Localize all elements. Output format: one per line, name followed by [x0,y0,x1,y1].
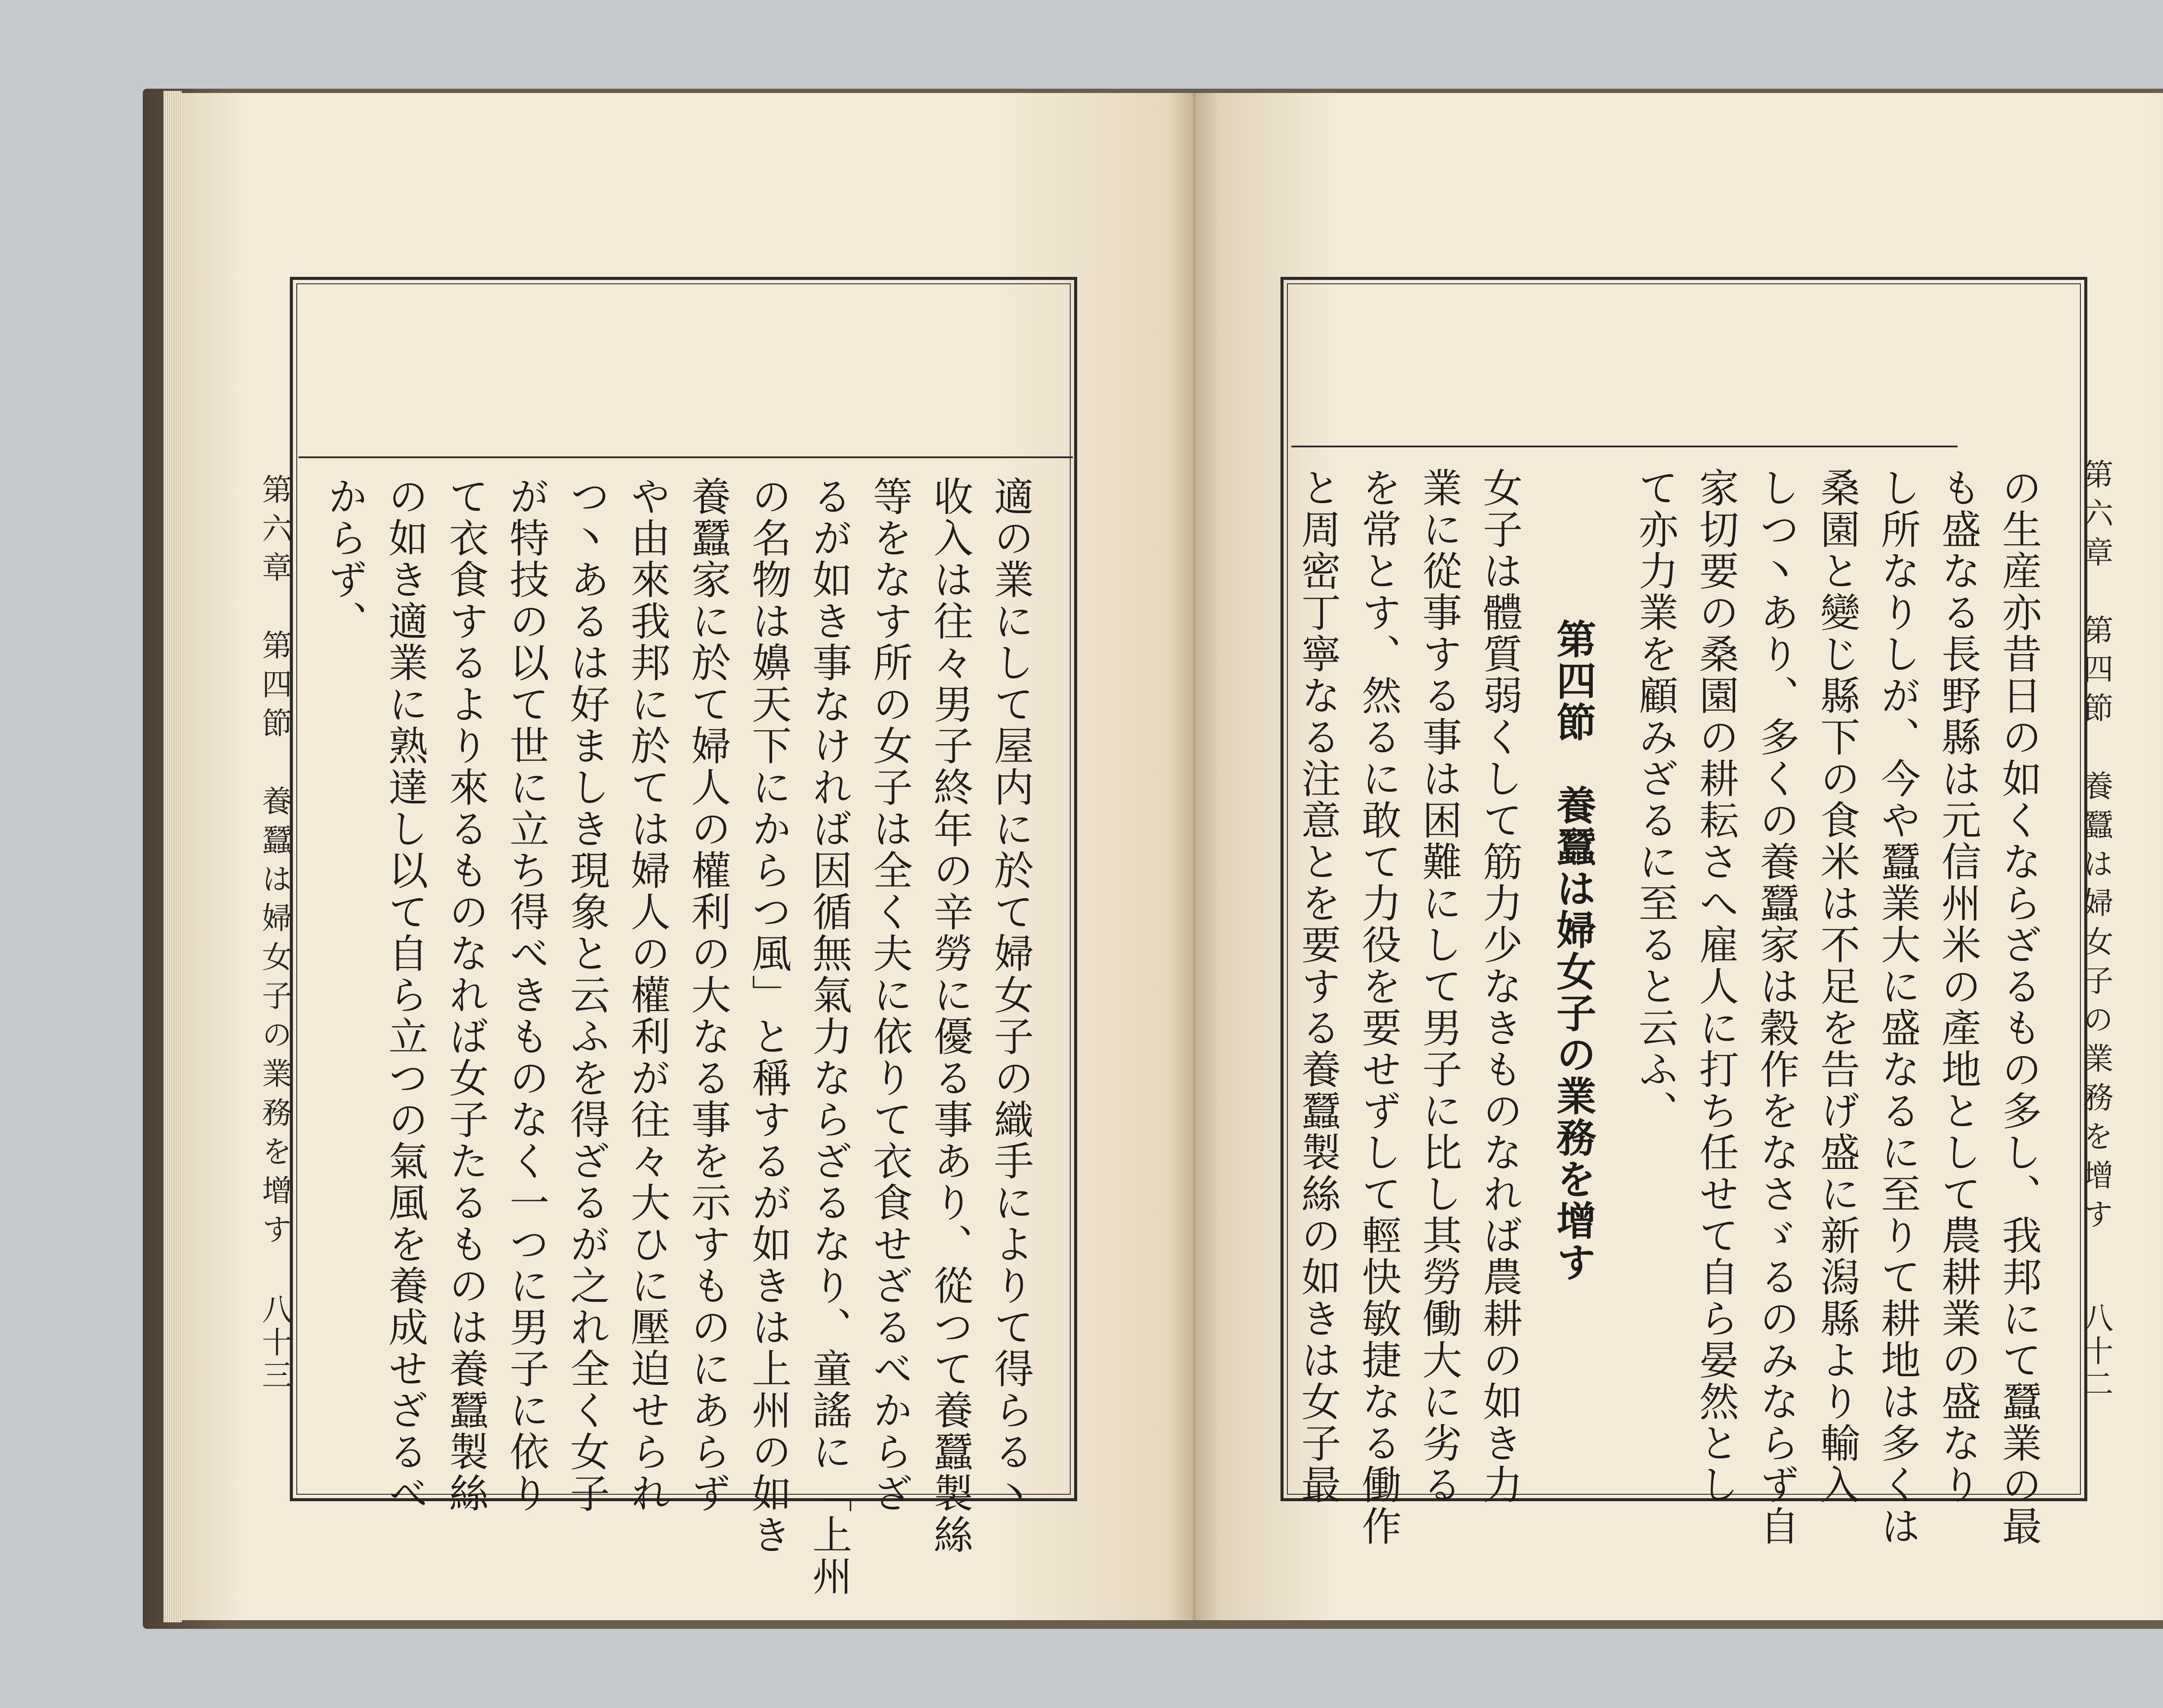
left-folio: 八十三 [257,1294,292,1392]
left-line-12: からず、 [321,476,368,642]
right-folio: 八十二 [2078,1302,2114,1401]
right-line-3: し所なりしが、今や蠶業大に盛なるに至りて耕地は多くは [1874,467,1921,1547]
right-line-7: て亦力業を顧みざるに至ると云ふ、 [1632,467,1678,1132]
section-heading: 第四節 養蠶は婦女子の業務を增す [1550,619,1596,1283]
left-page-edges [164,91,182,1622]
book-gutter [1168,93,1220,1620]
left-line-1: 適の業にして屋内に於て婦女子の織手によりて得らる丶 [988,476,1034,1514]
left-line-5: の名物は嬶天下にからつ風」と稱するが如きは上州の如き [745,476,792,1556]
right-line-2: も盛なる長野縣は元信州米の產地として農耕業の盛なり [1935,467,1981,1506]
right-line-4: 桑園と變じ縣下の食米は不足を告げ盛に新潟縣より輸入 [1814,467,1860,1506]
right-running-head: 第六章 第四節 養蠶は婦女子の業務を增す [2078,459,2114,1237]
right-frame-head-rule [1291,446,1958,447]
right-line-1: の生産亦昔日の如くならざるもの多し、我邦にて蠶業の最 [1996,467,2042,1547]
left-line-3: 等をなす所の女子は全く夫に依りて衣食せざるべからざ [866,476,913,1514]
right-line-5: しつ丶あり、多くの養蠶家は穀作をなさゞるのみならず自 [1753,467,1800,1547]
right-body-line-2: 業に從事する事は困難にして男子に比し其勞働大に劣る [1416,467,1462,1506]
left-line-10: て衣食するより來るものなれば女子たるものは養蠶製絲 [443,476,489,1514]
right-body-line-3: を常とす、然るに敢て力役を要せずして輕快敏捷なる働作 [1355,467,1402,1547]
left-frame-head-rule [298,456,1073,458]
left-line-7: や由來我邦に於ては婦人の權利が往々大ひに壓迫せられ [624,476,671,1514]
right-line-6: 家切要の桑園の耕耘さへ雇人に打ち任せて自ら晏然とし [1693,467,1739,1506]
right-body-line-4: と周密丁寧なる注意とを要する養蠶製絲の如きは女子最 [1295,467,1341,1506]
left-line-4: るが如き事なければ因循無氣力ならざるなり、童謠に「上州 [806,476,852,1597]
left-line-8: つ丶あるは好ましき現象と云ふを得ざるが之れ全く女子 [564,476,610,1514]
left-line-2: 收入は往々男子終年の辛勞に優る事あり、從つて養蠶製絲 [927,476,973,1556]
left-line-9: が特技の以て世に立ち得べきものなく一つに男子に依り [503,476,549,1514]
left-line-6: 養蠶家に於て婦人の權利の大なる事を示すものにあらず [685,476,731,1514]
left-running-head: 第六章 第四節 養蠶は婦女子の業務を增す [257,474,292,1252]
right-body-line-1: 女子は體質弱くして筋力少なきものなれば農耕の如き力 [1476,467,1523,1506]
left-line-11: の如き適業に熟達し以て自ら立つの氣風を養成せざるべ [382,476,428,1514]
